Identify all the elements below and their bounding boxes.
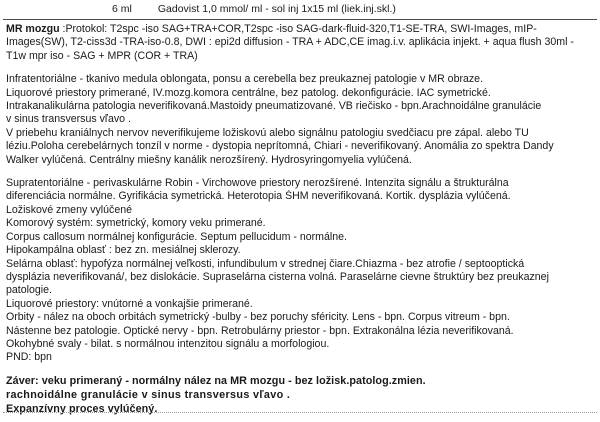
conclusion-line: Záver: veku primeraný - normálny nález na MR mozgu - bez ložisk.patolog.zmien. [6, 374, 426, 387]
medication-name: Gadovist 1,0 mmol/ ml - sol inj 1x15 ml (liek.inj.skl.) [157, 3, 396, 15]
infratentorial-section [6, 73, 594, 167]
conclusion-line: rachnoidálne granulácie v sinus transversus vľavo . [6, 388, 291, 401]
finding-line: Liquorové priestory: vnútorné a vonkajšie primerané. [6, 297, 253, 310]
protocol-label: MR mozgu [6, 23, 60, 35]
conclusion-section [6, 374, 594, 417]
report-body [0, 20, 600, 416]
finding-line: Supratentoriálne - perivaskulárne Robin - Virchowove priestory nerozšírené. Intenzita signálu a štrukturálna [6, 177, 509, 190]
conclusion-spacer [6, 365, 594, 374]
finding-line: Liquorové priestory primerané, IV.mozg.komora centrálne, bez patolog. dekonfigurácie. IAC symetrické. [6, 86, 491, 99]
finding-line: V priebehu kraniálnych nervov neverifikujeme ložiskovú alebo signálnu patologiu svedčiacu pre zápal. alebo TU [6, 126, 529, 139]
finding-line: Komorový systém: symetrický, komory veku primerané. [6, 217, 266, 230]
conclusion-line: Expanzívny proces vylúčený. [6, 403, 158, 416]
finding-line: Corpus callosum normálnej konfigurácie. Septum pellucidum - normálne. [6, 230, 347, 243]
supratentorial-section [6, 177, 594, 365]
finding-line: Hipokampálna oblasť : bez zn. mesiálnej sklerozy. [6, 244, 241, 257]
protocol-text: :Protokol: T2spc -iso SAG+TRA+COR,T2spc -iso SAG-dark-fluid-320,T1-SE-TRA, SWI-Images, mIP-Images(SW), T2-ciss3d -TRA-iso-0.8, DWI : epi2d diffusion - TRA + ADC,CE imag.i.v. aplikácia injekt. + aqua flush 30ml - T1w mpr iso - SAG + MPR (COR + TRA) [6, 23, 574, 62]
section-spacer [6, 167, 594, 177]
finding-line: patologie. [6, 284, 52, 297]
finding-line: Selárna oblasť: hypofýza normálnej veľkosti, infundibulum v strednej čiare.Chiazma - bez atrofie / septooptická [6, 257, 525, 270]
finding-line: Infratentoriálne - tkanivo medula oblongata, ponsu a cerebella bez preukaznej patologie v MR obraze. [6, 73, 484, 86]
finding-line: v sinus transversus vľavo . [6, 113, 131, 126]
medication-header [0, 0, 600, 16]
protocol-paragraph [6, 23, 594, 63]
footer-divider [3, 412, 597, 413]
finding-line: Orbity - nález na oboch orbitách symetrický -bulby - bez poruchy sféricity. Lens - bpn. Corpus vitreum - bpn. [6, 311, 510, 324]
finding-line: Ložiskové zmeny vylúčené [6, 203, 133, 216]
finding-line: Intrakanalikulárna patologia neverifikovaná.Mastoidy pneumatizované. VB riečisko - bpn.Arachnoidálne granulácie [6, 100, 542, 113]
finding-line: PND: bpn [6, 351, 52, 364]
finding-line: dysplázia neverifikovaná/, bez dislokácie. Supraselárna cisterna volná. Paraselárne cievne štruktúry bez preukaznej [6, 270, 549, 283]
finding-line: Okohybné svaly - bilat. s normálnou intenzitou signálu a morfologiou. [6, 337, 330, 350]
finding-line: diferenciácia normálne. Gyrifikácia symetrická. Heterotopia ŠHM neverifikovaná. Kortik. dysplázia vylúčená. [6, 190, 511, 203]
finding-line: Nástenne bez patologie. Optické nervy - bpn. Retrobulárny priestor - bpn. Extrakonálna lézia neverifikovaná. [6, 324, 514, 337]
medication-quantity: 6 ml [112, 3, 132, 15]
finding-line: léziu.Poloha cerebelárnych tonzíl v norme - dystopia neprítomná, Chiari - neverifikovaný. Anomália zo spektra Dandy [6, 140, 554, 153]
finding-line: Walker vylúčená. Centrálny miešny kanálik nerozšírený. Hydrosyringomyelia vylúčená. [6, 153, 412, 166]
